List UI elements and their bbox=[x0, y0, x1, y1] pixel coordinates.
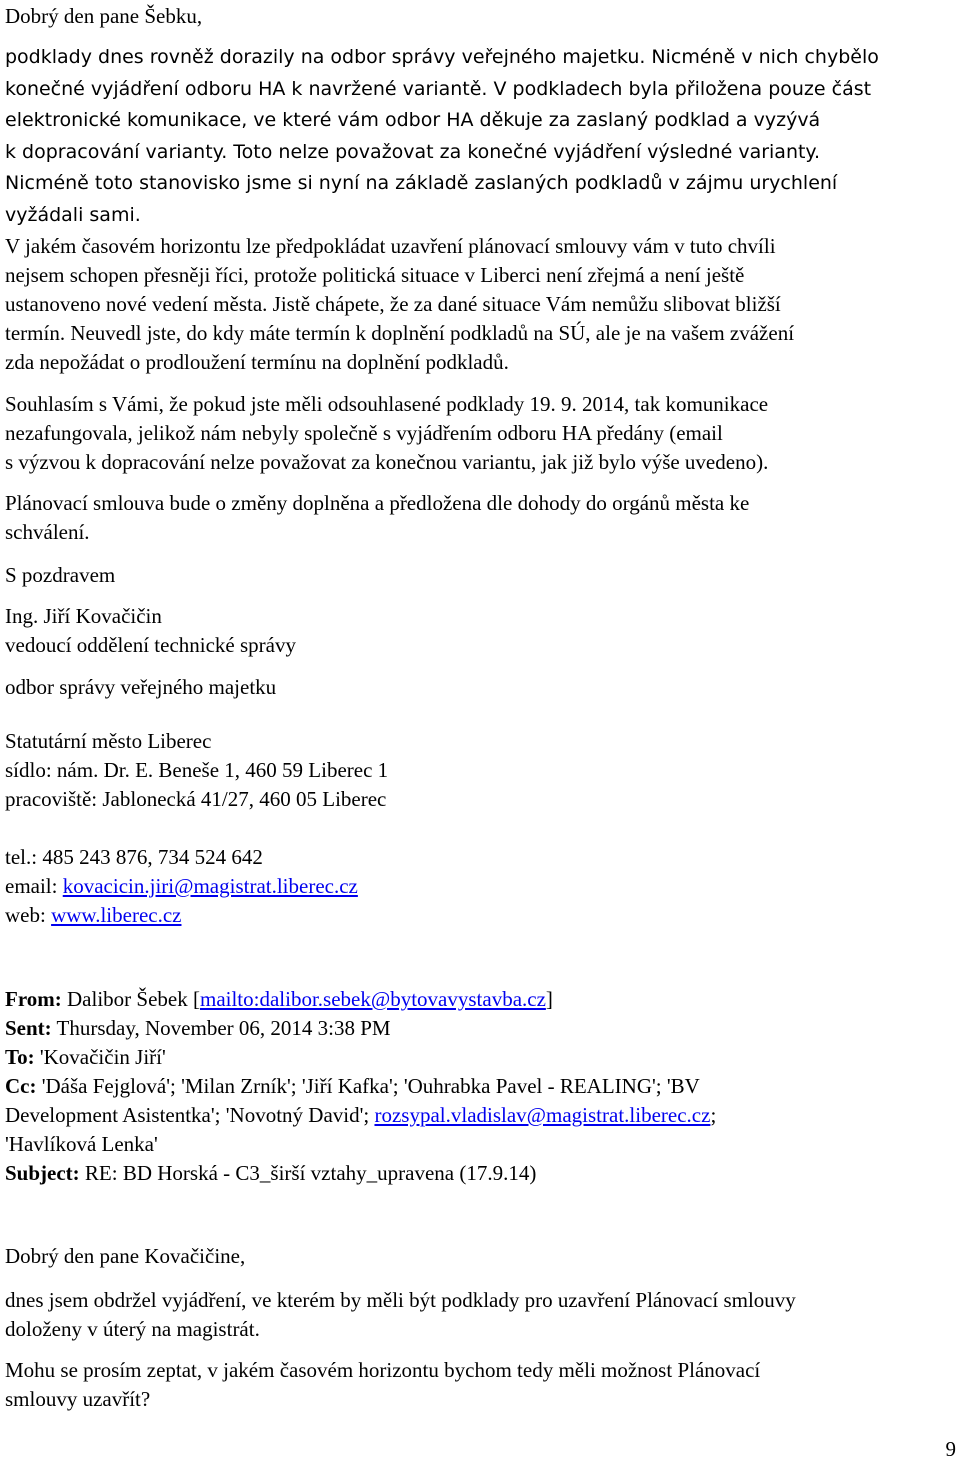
paragraph-4 bbox=[5, 489, 749, 547]
paragraph-1 bbox=[5, 42, 879, 231]
paragraph-line: k dopracování varianty. Toto nelze považovat za konečné vyjádření výsledné varianty. bbox=[5, 140, 821, 163]
signature-web-label: web: bbox=[5, 903, 52, 927]
signature-workplace: pracoviště: Jablonecká 41/27, 460 05 Liberec bbox=[5, 787, 387, 811]
signature-contact-block bbox=[5, 843, 358, 930]
paragraph-line: V jakém časovém horizontu lze předpokládat uzavření plánovací smlouvy vám v tuto chvíli bbox=[5, 234, 776, 258]
paragraph-line: vyžádali sami. bbox=[5, 203, 141, 226]
from-name: Dalibor Šebek [ bbox=[61, 987, 200, 1011]
header-sent bbox=[5, 1014, 716, 1043]
paragraph-line: schválení. bbox=[5, 520, 90, 544]
page-number: 9 bbox=[945, 1437, 956, 1461]
to-value: 'Kovačičin Jiří' bbox=[34, 1045, 166, 1069]
paragraph-line: podklady dnes rovněž dorazily na odbor správy veřejného majetku. Nicméně v nich chybělo bbox=[5, 46, 879, 68]
header-cc bbox=[5, 1072, 716, 1101]
signature-organization-block bbox=[5, 727, 388, 814]
greeting-1: Dobrý den pane Šebku, bbox=[5, 4, 203, 28]
signature-name: Ing. Jiří Kovačičin bbox=[5, 604, 162, 628]
header-to bbox=[5, 1043, 716, 1072]
paragraph-line: s výzvou k dopracování nelze považovat za konečnou variantu, jak již bylo výše uvedeno). bbox=[5, 450, 769, 474]
paragraph-line: doloženy v úterý na magistrát. bbox=[5, 1317, 260, 1341]
signature-email-label: email: bbox=[5, 874, 63, 898]
paragraph-line: smlouvy uzavřít? bbox=[5, 1387, 151, 1411]
to-label: To: bbox=[5, 1045, 35, 1069]
from-mailto-link[interactable]: mailto:dalibor.sebek@bytovavystavba.cz bbox=[199, 987, 546, 1011]
paragraph-line: ustanoveno nové vedení města. Jistě chápete, že za dané situace Vám nemůžu slibovat bližší bbox=[5, 292, 781, 316]
header-cc-continued bbox=[5, 1101, 716, 1130]
paragraph-line: nezafungovala, jelikož nám nebyly společně s vyjádřením odboru HA předány (email bbox=[5, 421, 723, 445]
paragraph-2 bbox=[5, 232, 794, 377]
paragraph-3 bbox=[5, 390, 768, 477]
paragraph-line: elektronické komunikace, ve které vám odbor HA děkuje za zaslaný podklad a vyzývá bbox=[5, 109, 821, 131]
signature-web-line bbox=[5, 901, 358, 930]
signature-email-line bbox=[5, 872, 358, 901]
sent-label: Sent: bbox=[5, 1016, 52, 1040]
paragraph-line: konečné vyjádření odboru HA k navržené variantě. V podkladech byla přiložena pouze část bbox=[5, 77, 872, 100]
cc-email-link[interactable]: rozsypal.vladislav@magistrat.liberec.cz bbox=[374, 1103, 711, 1127]
quoted-email-header bbox=[5, 985, 716, 1188]
paragraph-line: Mohu se prosím zeptat, v jakém časovém horizontu bychom tedy měli možnost Plánovací bbox=[5, 1358, 761, 1382]
from-close: ] bbox=[545, 987, 553, 1011]
sent-value: Thursday, November 06, 2014 3:38 PM bbox=[51, 1016, 391, 1040]
paragraph-line: nejsem schopen přesněji říci, protože politická situace v Liberci není zřejmá a není ještě bbox=[5, 263, 745, 287]
cc-line-3: 'Havlíková Lenka' bbox=[5, 1132, 158, 1156]
closing: S pozdravem bbox=[5, 563, 116, 587]
paragraph-line: Nicméně toto stanovisko jsme si nyní na základě zaslaných podkladů v zájmu urychlení bbox=[5, 172, 838, 194]
signature-department: odbor správy veřejného majetku bbox=[5, 675, 277, 699]
signature-web-link[interactable]: www.liberec.cz bbox=[51, 903, 182, 927]
signature-role: vedoucí oddělení technické správy bbox=[5, 633, 296, 657]
subject-value: RE: BD Horská - C3_širší vztahy_upravena (17.9.14) bbox=[79, 1161, 537, 1185]
cc-label: Cc: bbox=[5, 1074, 37, 1098]
header-from bbox=[5, 985, 716, 1014]
signature-seat: sídlo: nám. Dr. E. Beneše 1, 460 59 Liberec 1 bbox=[5, 758, 389, 782]
paragraph-line: termín. Neuvedl jste, do kdy máte termín k doplnění podkladů na SÚ, ale je na vašem zvážení bbox=[5, 321, 795, 345]
paragraph-line: zda nepožádat o prodloužení termínu na doplnění podkladů. bbox=[5, 350, 509, 374]
greeting-2: Dobrý den pane Kovačičine, bbox=[5, 1244, 246, 1268]
paragraph-5 bbox=[5, 1286, 796, 1344]
signature-organization: Statutární město Liberec bbox=[5, 729, 212, 753]
signature-email-link[interactable]: kovacicin.jiri@magistrat.liberec.cz bbox=[62, 874, 358, 898]
header-subject bbox=[5, 1159, 716, 1188]
cc-line-1: 'Dáša Fejglová'; 'Milan Zrník'; 'Jiří Kafka'; 'Ouhrabka Pavel - REALING'; 'BV bbox=[36, 1074, 700, 1098]
cc-line-2: Development Asistentka'; 'Novotný David'; bbox=[5, 1103, 375, 1127]
paragraph-line: Plánovací smlouva bude o změny doplněna a předložena dle dohody do orgánů města ke bbox=[5, 491, 750, 515]
from-label: From: bbox=[5, 987, 62, 1011]
paragraph-6 bbox=[5, 1356, 760, 1414]
paragraph-line: dnes jsem obdržel vyjádření, ve kterém by měli být podklady pro uzavření Plánovací smlouvy bbox=[5, 1288, 796, 1312]
signature-tel: tel.: 485 243 876, 734 524 642 bbox=[5, 845, 263, 869]
subject-label: Subject: bbox=[5, 1161, 80, 1185]
paragraph-line: Souhlasím s Vámi, že pokud jste měli odsouhlasené podklady 19. 9. 2014, tak komunikace bbox=[5, 392, 769, 416]
cc-line-2-end: ; bbox=[710, 1103, 717, 1127]
